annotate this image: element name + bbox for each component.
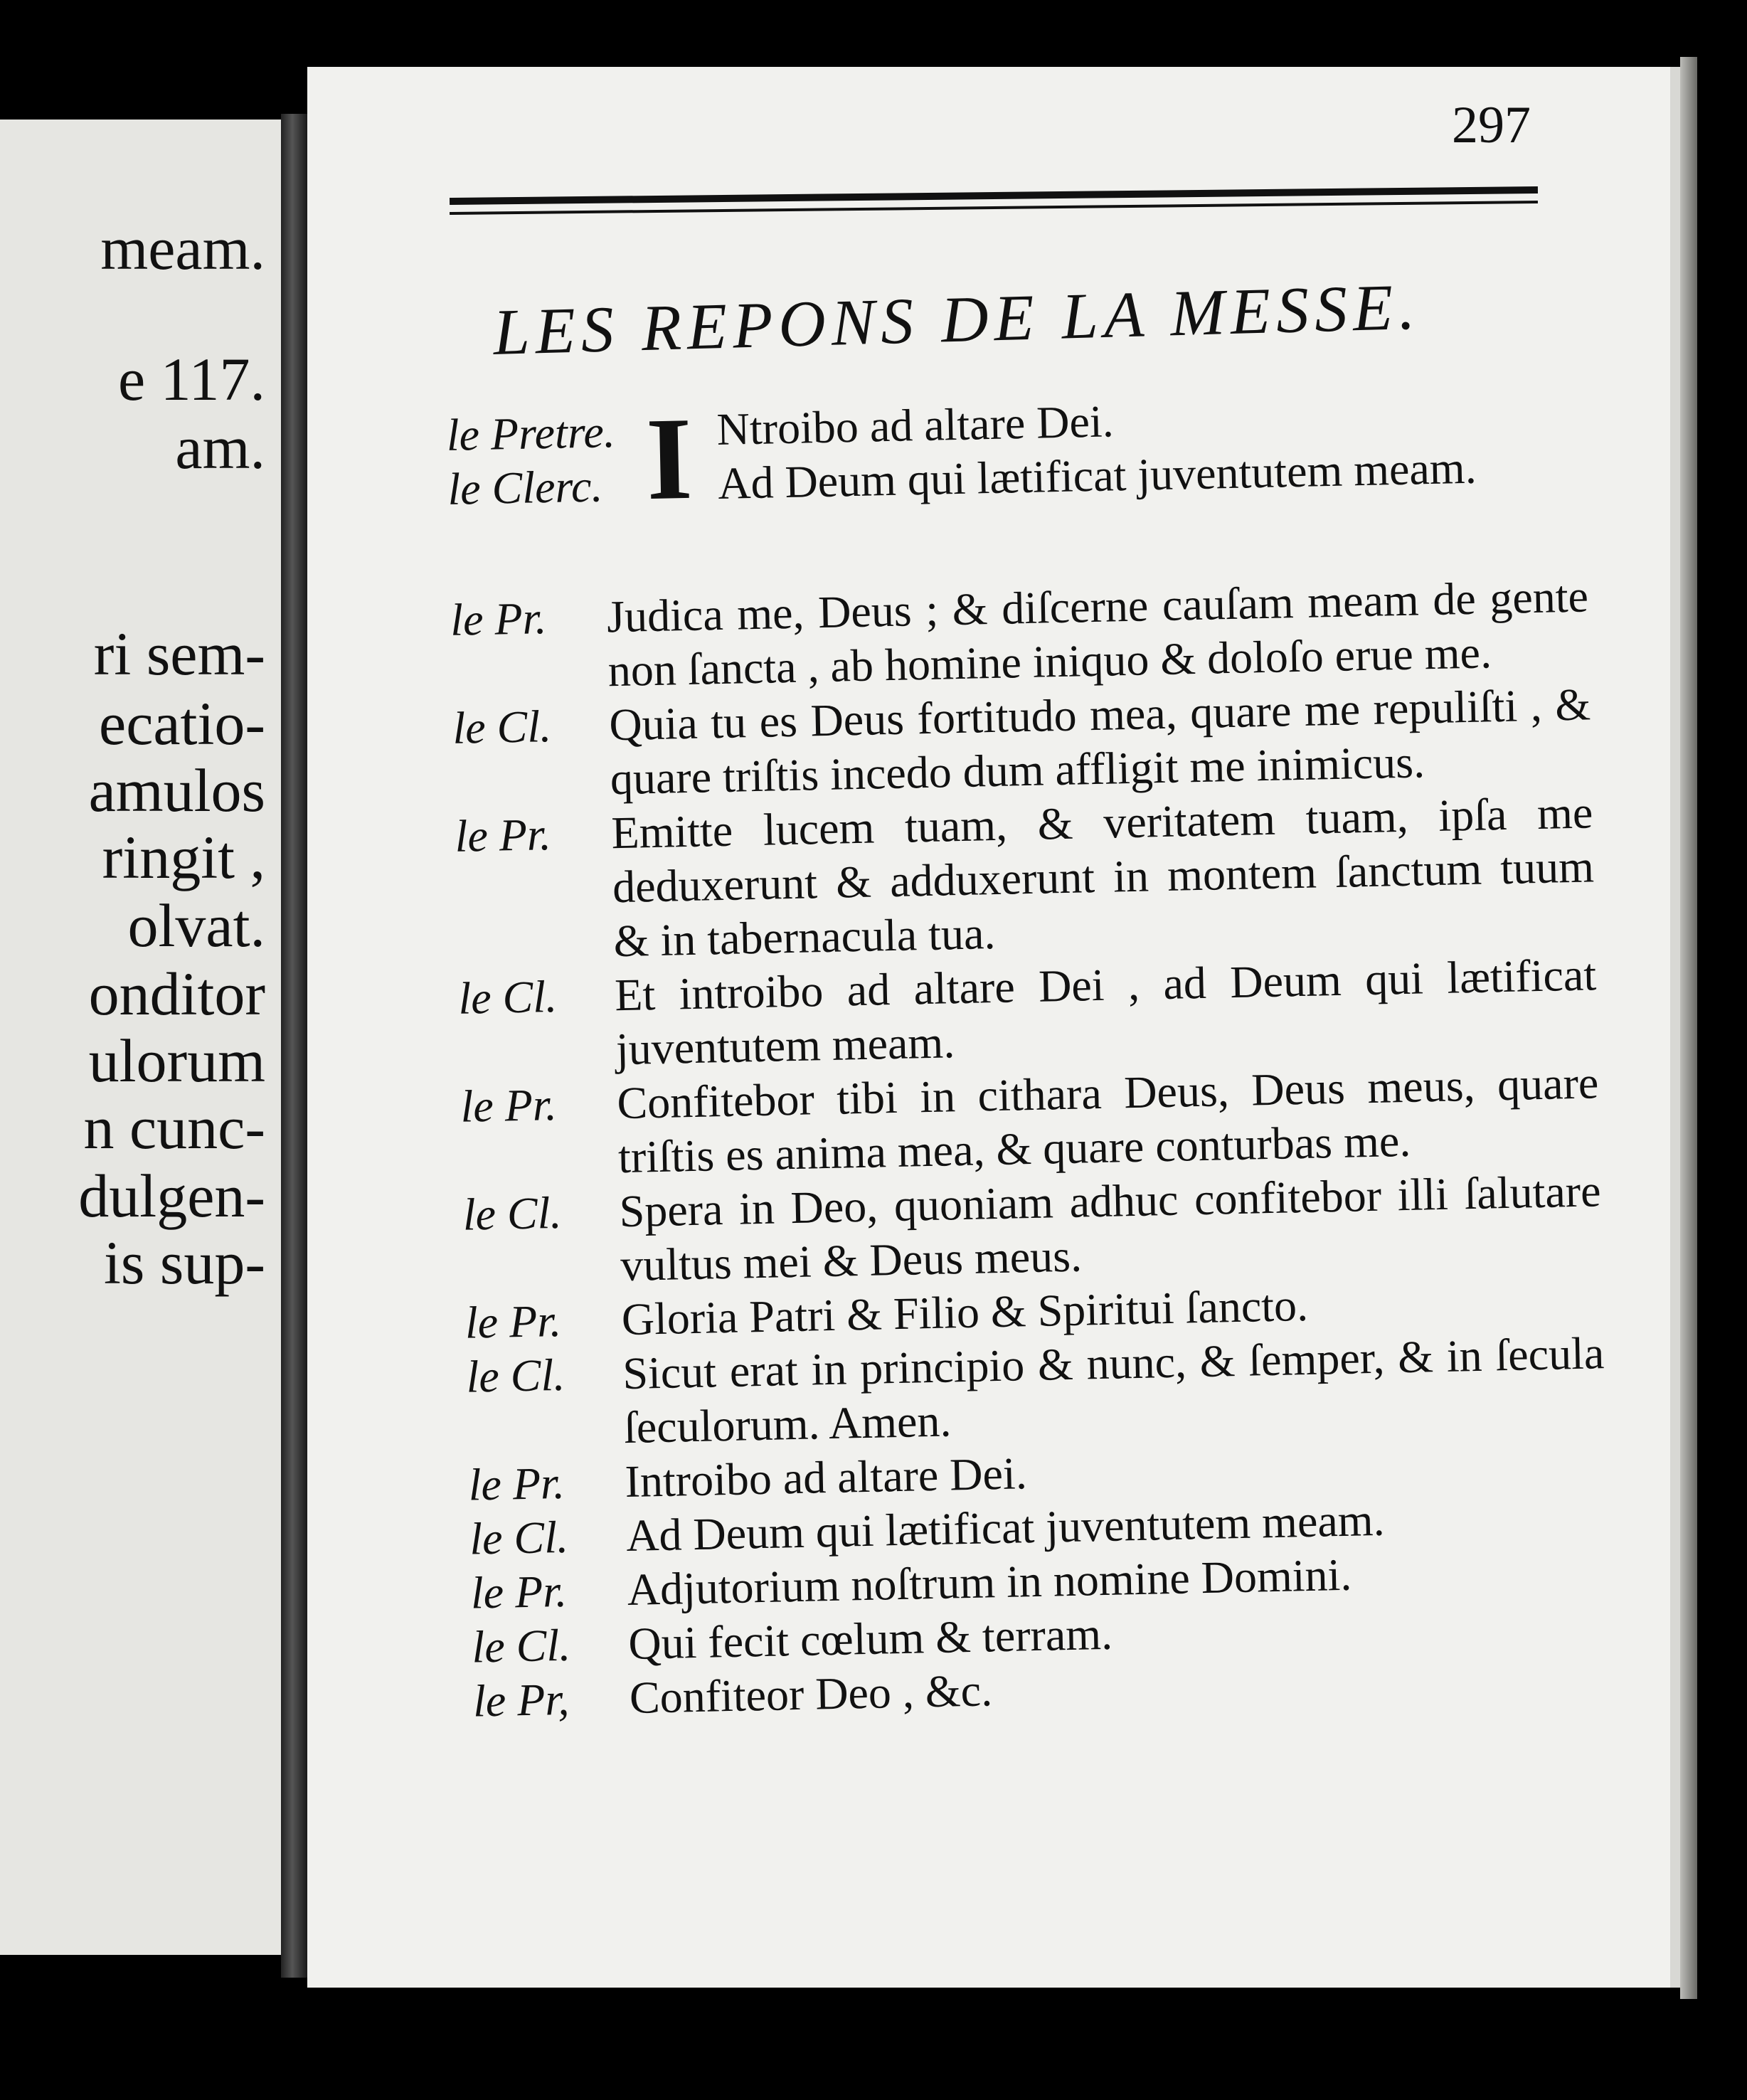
page-number: 297 <box>1452 96 1531 154</box>
dialogue-entry <box>446 382 1680 579</box>
speaker-label: le Clerc. <box>447 460 604 514</box>
speech-text: Quia tu es Deus fortitudo mea, quare me repuliſti , & quare triſtis incedo dum affligit me inimicus. <box>608 679 1591 805</box>
speaker-label: le Cl. <box>462 1187 563 1240</box>
left-page-line: ecatio- <box>99 689 265 758</box>
page-edge <box>1680 57 1697 1999</box>
page-title: LES REPONS DE LA MESSE. <box>492 270 1422 368</box>
speaker-label: le Cl. <box>457 970 558 1024</box>
speaker-label: le Pr. <box>460 1078 558 1132</box>
speech-text: Judica me, Deus ; & diſcerne cauſam meam de gente non ſancta , ab homine iniquo & doloſo erue me. <box>606 571 1589 696</box>
left-page-line: dulgen- <box>78 1162 265 1230</box>
speech-text: Ad Deum qui lætificat juventutem meam. <box>717 442 1477 509</box>
left-page-line: amulos <box>88 756 265 824</box>
dialogue-entry <box>455 783 1680 972</box>
book-gutter <box>281 114 309 1978</box>
speaker-label: le Pr. <box>450 593 548 645</box>
speech-text: Confitebor tibi in cithara Deus, Deus meus, quare triſtis es anima mea, & quare conturbas me. <box>616 1057 1599 1183</box>
speech-text: Sicut erat in principio & nunc, & ſemper, & in ſecula ſeculorum. Amen. <box>622 1327 1605 1453</box>
speech-text: Adjutorium noſtrum in nomine Domini. <box>627 1549 1352 1616</box>
left-page-line: ulorum <box>88 1027 265 1095</box>
speaker-label: le Pretre. <box>446 406 616 460</box>
drop-cap: I <box>644 392 694 525</box>
speech-text: Emitte lucem tuam, & veritatem tuam, ipſa me deduxerunt & adduxerunt in montem ſanctum tuum & in tabernacula tua. <box>610 787 1595 967</box>
speaker-label: le Cl. <box>465 1349 565 1402</box>
speaker-label: le Pr. <box>464 1295 562 1348</box>
speech-text: Introibo ad altare Dei. <box>624 1448 1028 1507</box>
left-page-line: meam. <box>100 214 265 282</box>
left-page-line: is sup- <box>104 1229 265 1297</box>
speaker-label: le Pr, <box>472 1673 570 1727</box>
left-page-line: am. <box>175 413 265 482</box>
speech-text: Qui fecit cœlum & terram. <box>627 1608 1113 1670</box>
dialogue-text <box>446 382 1680 1728</box>
speech-text: Et introibo ad altare Dei , ad Deum qui lætificat juventutem meam. <box>614 949 1597 1075</box>
speaker-label: le Pr. <box>467 1457 565 1510</box>
left-page-line: ri sem- <box>93 620 265 688</box>
left-page-line: onditor <box>88 960 265 1028</box>
speech-text: Ad Deum qui lætificat juventutem meam. <box>625 1494 1386 1561</box>
speaker-label: le Cl. <box>469 1511 569 1564</box>
left-page-line: e 117. <box>118 345 265 413</box>
speech-text: Confiteor Deo , &c. <box>629 1665 993 1723</box>
speaker-label: le Cl. <box>471 1619 571 1672</box>
left-page-line: ringit , <box>102 823 265 891</box>
speaker-label: le Pr. <box>470 1565 568 1618</box>
speech-text: Gloria Patri & Filio & Spiritui ſancto. <box>621 1279 1309 1345</box>
speech-text: Ntroibo ad altare Dei. <box>716 396 1115 455</box>
left-page-line: n cunc- <box>83 1093 265 1162</box>
speaker-label: le Pr. <box>454 809 552 861</box>
left-page-line: olvat. <box>127 891 265 960</box>
speaker-label: le Cl. <box>452 701 552 753</box>
main-page <box>307 67 1680 1988</box>
facing-page-left <box>0 120 285 1955</box>
speech-text: Spera in Deo, quoniam adhuc confitebor illi ſalutare vultus mei & Deus meus. <box>618 1165 1602 1291</box>
